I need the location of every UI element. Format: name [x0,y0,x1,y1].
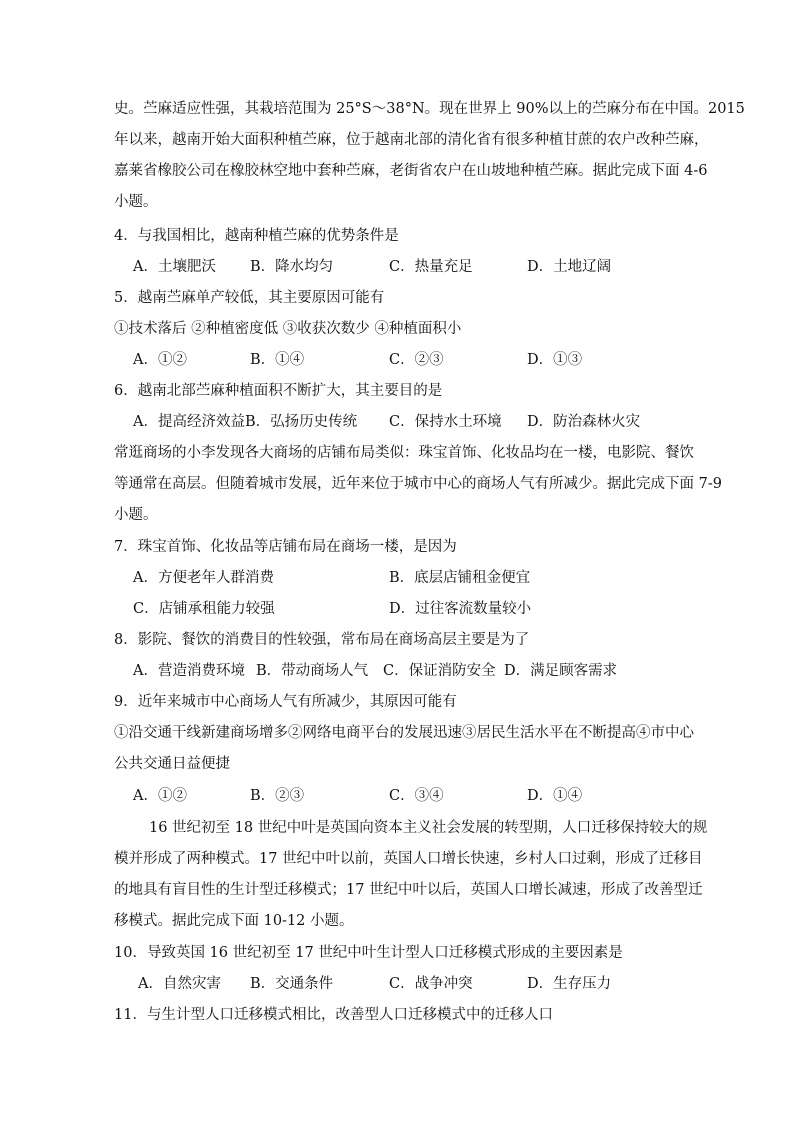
passage-3-line-2: 模并形成了两种模式。17 世纪中叶以前，英国人口增长快速，乡村人口过剩，形成了迁移目 [114,851,703,867]
passage-1-line-2: 年以来，越南开始大面积种植苎麻，位于越南北部的清化省有很多种植甘蔗的农户改种苎麻， [114,132,709,148]
q4-option-b: B．降水均匀 [250,259,334,275]
q7-option-a: A．方便老年人群消费 [133,570,274,586]
passage-2-line-3: 小题。 [114,507,158,523]
q4-option-d: D．土地辽阔 [527,259,612,275]
question-7-stem: 7．珠宝首饰、化妆品等店铺布局在商场一楼，是因为 [114,539,457,555]
q8-option-d: D．满足顾客需求 [504,663,618,679]
passage-1-line-3: 嘉莱省橡胶公司在橡胶林空地中套种苎麻，老街省农户在山坡地种植苎麻。据此完成下面 4-6 [114,163,708,179]
question-11-stem: 11．与生计型人口迁移模式相比，改善型人口迁移模式中的迁移人口 [114,1007,553,1023]
question-9-items-line-1: ①沿交通干线新建商场增多②网络电商平台的发展迅速③居民生活水平在不断提高④市中心 [114,725,694,741]
q6-option-b: B．弘扬历史传统 [245,414,358,430]
q5-option-d: D．①③ [527,352,583,368]
q5-option-b: B．①④ [250,352,305,368]
q10-option-b: B．交通条件 [250,976,334,992]
q7-option-c: C．店铺承租能力较强 [133,601,275,617]
q6-option-d: D．防治森林火灾 [527,414,641,430]
passage-3-line-1: 16 世纪初至 18 世纪中叶是英国向资本主义社会发展的转型期，人口迁移保持较大的规 [149,820,708,836]
question-8-stem: 8．影院、餐饮的消费目的性较强，常布局在商场高层主要是为了 [114,632,530,648]
q7-option-b: B．底层店铺租金便宜 [389,570,531,586]
q9-option-d: D．①④ [527,788,583,804]
q8-option-b: B．带动商场人气 [256,663,369,679]
question-4-stem: 4．与我国相比，越南种植苎麻的优势条件是 [114,228,399,244]
question-9-items-line-2: 公共交通日益便捷 [114,756,230,772]
q9-option-a: A．①② [133,788,187,804]
passage-3-line-4: 移模式。据此完成下面 10-12 小题。 [114,913,354,929]
q5-option-a: A．①② [133,352,187,368]
q4-option-a: A．土壤肥沃 [133,259,216,275]
q10-option-a: A．自然灾害 [138,976,221,992]
passage-2-line-1: 常逛商场的小李发现各大商场的店铺布局类似：珠宝首饰、化妆品均在一楼，电影院、餐饮 [114,445,694,461]
q8-option-a: A．营造消费环境 [133,663,245,679]
q6-option-c: C．保持水土环境 [389,414,502,430]
question-10-stem: 10．导致英国 16 世纪初至 17 世纪中叶生计型人口迁移模式形成的主要因素是 [114,945,623,961]
q10-option-c: C．战争冲突 [389,976,473,992]
question-5-items: ①技术落后 ②种植密度低 ③收获次数少 ④种植面积小 [114,321,462,337]
q10-option-d: D．生存压力 [527,976,612,992]
q4-option-c: C．热量充足 [389,259,473,275]
passage-1-line-1: 史。苎麻适应性强，其栽培范围为 25°S～38°N。现在世界上 90%以上的苎麻分布在中国。2015 [114,101,745,117]
passage-3-line-3: 的地具有盲目性的生计型迁移模式；17 世纪中叶以后，英国人口增长减速，形成了改善型迁 [114,882,703,898]
q7-option-d: D．过往客流数量较小 [389,601,532,617]
q5-option-c: C．②③ [389,352,444,368]
q6-option-a: A．提高经济效益 [133,414,245,430]
question-6-stem: 6．越南北部苎麻种植面积不断扩大，其主要目的是 [114,383,443,399]
passage-2-line-2: 等通常在高层。但随着城市发展，近年来位于城市中心的商场人气有所减少。据此完成下面 7-9 [114,476,722,492]
question-5-stem: 5．越南苎麻单产较低，其主要原因可能有 [114,290,385,306]
q9-option-c: C．③④ [389,788,444,804]
question-9-stem: 9．近年来城市中心商场人气有所减少，其原因可能有 [114,694,457,710]
passage-1-line-4: 小题。 [114,194,158,210]
q9-option-b: B．②③ [250,788,305,804]
q8-option-c: C．保证消防安全 [383,663,496,679]
